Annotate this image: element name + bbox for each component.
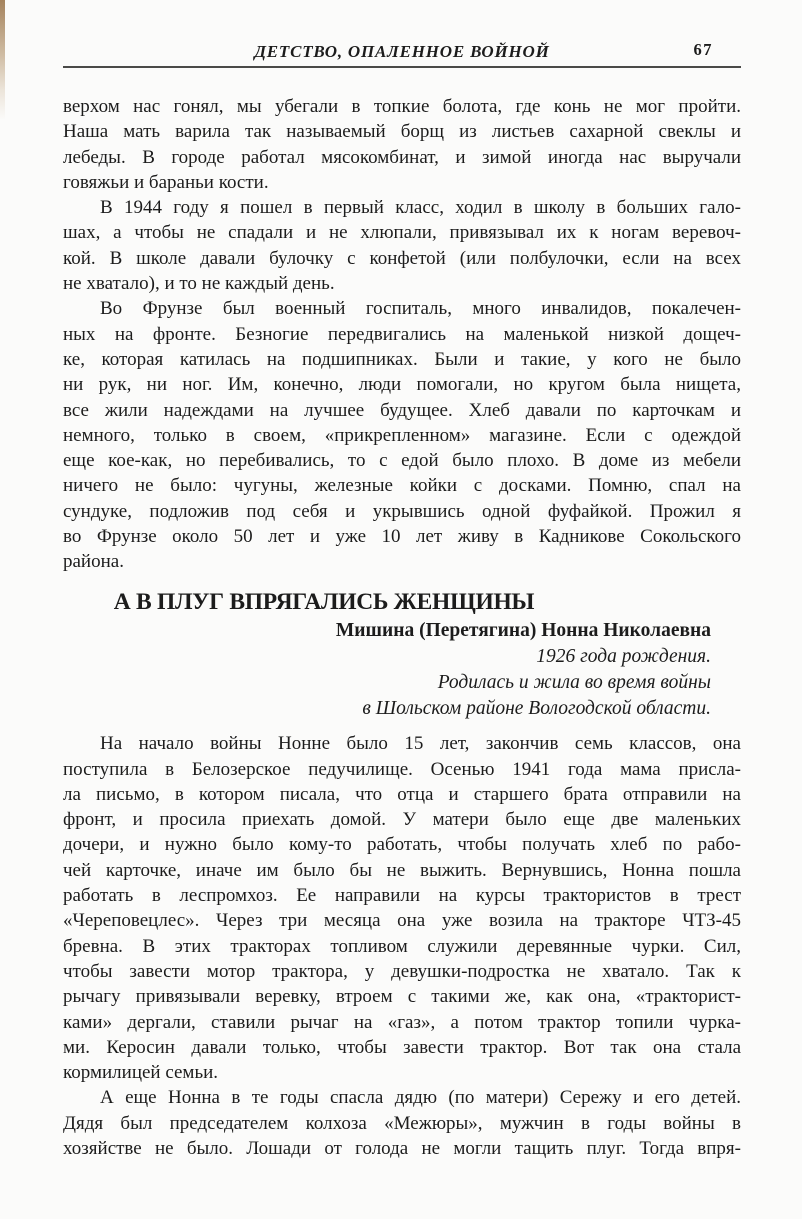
text-line: во Фрунзе около 50 лет и уже 10 лет живу в Кадникове Сокольского xyxy=(63,526,741,548)
page-number: 67 xyxy=(693,40,713,59)
text-line: Дядя был председателем колхоза «Межюры», мужчин в годы войны в xyxy=(63,1112,741,1134)
text-line: Родилась и жила во время войны xyxy=(437,671,711,693)
paragraph xyxy=(63,731,741,1085)
text-line: ками» дергали, ставили рычаг на «газ», а потом трактор топили чурка- xyxy=(63,1011,741,1033)
paragraph xyxy=(63,296,741,574)
text-line: ми. Керосин давали только, чтобы завести трактор. Вот так она стала xyxy=(63,1036,741,1058)
text-line: «Череповецлес». Через три месяца она уже возила на тракторе ЧТЗ-45 xyxy=(63,910,741,932)
page-content xyxy=(63,0,741,1161)
scan-edge-artifact xyxy=(0,0,5,120)
author-bio xyxy=(63,644,741,723)
text-line: ла письмо, в котором писала, что отца и старшего брата отправили на xyxy=(63,783,741,805)
text-line: не хватало), и то не каждый день. xyxy=(63,273,335,295)
text-line: Наша мать варила так называемый борщ из листьев сахарной свеклы и xyxy=(63,121,741,143)
text-line: 1926 года рождения. xyxy=(536,645,711,667)
text-line: хозяйстве не было. Лошади от голода не могли тащить плуг. Тогда впря- xyxy=(63,1138,741,1159)
text-line: ничего не было: чугуны, железные койки с досками. Помню, спал на xyxy=(63,475,741,497)
text-line: ни рук, ни ног. Им, конечно, люди помогали, но кругом была нищета, xyxy=(63,374,741,396)
running-header xyxy=(63,0,741,68)
section-heading: А В ПЛУГ ВПРЯГАЛИСЬ ЖЕНЩИНЫ xyxy=(113,588,535,615)
paragraph xyxy=(63,94,741,195)
text-line: немного, только в своем, «прикрепленном» магазине. Если с одеждой xyxy=(63,424,741,446)
text-line: рычагу привязывали веревку, втроем с такими же, как она, «тракторист- xyxy=(63,986,741,1008)
text-line: лебеды. В городе работал мясокомбинат, и зимой иногда нас выручали xyxy=(63,146,741,168)
text-line: кормилицей семьи. xyxy=(63,1062,219,1084)
text-line: еще кое-как, но перебивались, то с едой было плохо. В доме из мебели xyxy=(63,450,741,472)
body-text xyxy=(63,94,741,1161)
text-line: верхом нас гонял, мы убегали в топкие болота, где конь не мог пройти. xyxy=(63,96,741,117)
text-line: района. xyxy=(63,551,124,573)
paragraph xyxy=(63,1085,741,1161)
text-line: говяжьи и бараньи кости. xyxy=(63,171,269,193)
text-line: В 1944 году я пошел в первый класс, ходил в школу в больших гало- xyxy=(100,197,741,219)
text-line: кой. В школе давали булочку с конфетой (или полбулочки, если на всех xyxy=(63,247,741,269)
text-line: все жили надеждами на лучшее будущее. Хлеб давали по карточкам и xyxy=(63,399,741,421)
paragraph xyxy=(63,195,741,296)
text-line: чей карточке, иначе им было бы не выжить. Вернувшись, Нонна пошла xyxy=(63,859,741,881)
text-line: дочери, и нужно было кому-то работать, чтобы получать хлеб по рабо- xyxy=(63,834,741,856)
text-line: ных на фронте. Безногие передвигались на маленькой низкой дощеч- xyxy=(63,323,741,345)
text-line: шах, а чтобы не спадали и не хлюпали, привязывал их к ногам веревоч- xyxy=(63,222,741,244)
text-line: в Шольском районе Вологодской области. xyxy=(362,698,711,720)
text-line: бревна. В этих тракторах топливом служили деревянные чурки. Сил, xyxy=(63,935,741,957)
text-line: А еще Нонна в те годы спасла дядю (по матери) Сережу и его детей. xyxy=(100,1087,741,1109)
text-line: сундуке, подложив под себя и укрывшись одной фуфайкой. Прожил я xyxy=(63,500,741,522)
text-line: работать в леспромхоз. Ее направили на курсы трактористов в трест xyxy=(63,885,741,907)
running-title: ДЕТСТВО, ОПАЛЕННОЕ ВОЙНОЙ xyxy=(254,42,550,61)
text-line: ке, которая катилась на подшипниках. Были и такие, у кого не было xyxy=(63,348,741,370)
author-byline: Мишина (Перетягина) Нонна Николаевна xyxy=(335,619,711,641)
text-line: чтобы завести мотор трактора, у девушки-подростка не хватало. Так к xyxy=(63,960,741,982)
text-line: поступила в Белозерское педучилище. Осенью 1941 года мама присла- xyxy=(63,758,741,780)
text-line: Во Фрунзе был военный госпиталь, много инвалидов, покалечен- xyxy=(100,298,741,320)
text-line: На начало войны Нонне было 15 лет, закончив семь классов, она xyxy=(100,733,741,755)
text-line: фронт, и просила приехать домой. У матери было еще две маленьких xyxy=(63,809,741,831)
